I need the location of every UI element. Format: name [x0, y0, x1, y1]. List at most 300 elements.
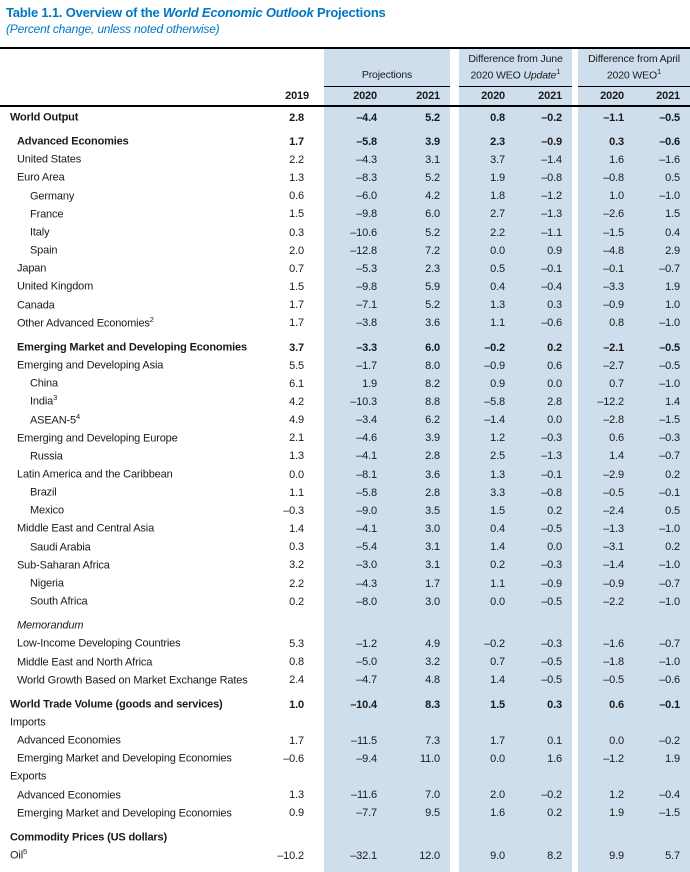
table-row — [0, 313, 690, 331]
value-proj-2021: 3.9 — [387, 125, 450, 149]
value-2019: 1.5 — [289, 281, 304, 294]
row-label-text: Italy — [30, 226, 50, 239]
value-2019: 1.7 — [289, 734, 304, 747]
row-label — [0, 803, 252, 821]
column-gap — [314, 785, 324, 803]
value-april-diff-2021: –0.5 — [634, 355, 690, 373]
column-gap — [314, 845, 324, 863]
value-april-diff-2021: –0.6 — [634, 670, 690, 688]
value-april-diff-2021: 0.2 — [634, 537, 690, 555]
year-header-row — [0, 86, 690, 106]
value-april-diff-2021 — [634, 609, 690, 633]
value-june-diff-2021: 0.0 — [515, 537, 572, 555]
table-row — [0, 748, 690, 766]
row-label — [0, 712, 252, 730]
value-proj-2020: –4.3 — [324, 573, 387, 591]
value-june-diff-2020: 1.3 — [459, 464, 515, 482]
value-2019: 1.7 — [289, 299, 304, 312]
column-group-header-row — [0, 48, 690, 86]
footnote-marker: 2 — [149, 314, 154, 324]
row-label-text: Commodity Prices (US dollars) — [10, 831, 168, 844]
value-april-diff-2021: –1.0 — [634, 313, 690, 331]
row-label — [0, 591, 252, 609]
value-april-diff-2020: –0.9 — [578, 295, 634, 313]
value-april-diff-2020: –0.5 — [578, 670, 634, 688]
value-june-diff-2020: 2.3 — [459, 125, 515, 149]
row-label-text: China — [30, 377, 58, 390]
group-gap — [314, 48, 324, 86]
row-label — [0, 149, 252, 167]
value-proj-2021: 7.0 — [387, 785, 450, 803]
column-gap — [314, 167, 324, 185]
column-gap — [450, 106, 459, 125]
value-2019: 1.7 — [289, 317, 304, 330]
value-april-diff-2021: –0.4 — [634, 785, 690, 803]
value-proj-2020: –8.1 — [324, 464, 387, 482]
value-april-diff-2020: 0.6 — [578, 688, 634, 712]
column-gap — [314, 464, 324, 482]
value-april-diff-2021: –0.7 — [634, 573, 690, 591]
value-april-diff-2020: 1.9 — [578, 803, 634, 821]
column-gap — [314, 748, 324, 766]
value-june-diff-2020: 0.0 — [459, 240, 515, 258]
value-2019: 2.8 — [289, 111, 304, 124]
column-gap — [314, 186, 324, 204]
row-label — [0, 500, 252, 518]
value-2019: 3.2 — [289, 559, 304, 572]
value-june-diff-2021: –1.4 — [515, 149, 572, 167]
row-label-text: World Growth Based on Market Exchange Rates — [17, 674, 248, 687]
row-label-text: Latin America and the Caribbean — [17, 468, 173, 481]
value-june-diff-2020: –0.2 — [459, 331, 515, 355]
value-june-diff-2021: 0.0 — [515, 410, 572, 428]
table-row — [0, 652, 690, 670]
value-proj-2020: –4.3 — [324, 149, 387, 167]
row-label-text: Spain — [30, 244, 58, 257]
value-2019: 0.6 — [289, 190, 304, 203]
value-2019: 2.2 — [289, 577, 304, 590]
table-row — [0, 186, 690, 204]
table-row — [0, 518, 690, 536]
column-gap — [450, 785, 459, 803]
value-proj-2021 — [387, 609, 450, 633]
value-june-diff-2021: –0.9 — [515, 125, 572, 149]
column-gap — [314, 373, 324, 391]
table-row — [0, 125, 690, 149]
value-june-diff-2021: –0.3 — [515, 428, 572, 446]
row-label — [0, 167, 252, 185]
value-proj-2020: –9.0 — [324, 500, 387, 518]
value-june-diff-2021: 1.6 — [515, 748, 572, 766]
column-gap — [450, 748, 459, 766]
column-gap — [450, 149, 459, 167]
value-proj-2021: 5.2 — [387, 106, 450, 125]
value-2019: 1.0 — [289, 698, 304, 711]
column-gap — [314, 446, 324, 464]
table-row — [0, 821, 690, 845]
value-april-diff-2021: –1.0 — [634, 373, 690, 391]
value-proj-2021: 3.1 — [387, 555, 450, 573]
value-proj-2020: –4.7 — [324, 670, 387, 688]
value-june-diff-2020: 1.7 — [459, 730, 515, 748]
column-group-projections — [324, 48, 450, 86]
value-june-diff-2021: –0.9 — [515, 573, 572, 591]
value-2019: 2.0 — [289, 244, 304, 257]
row-label-text: South Africa — [30, 595, 88, 608]
row-label — [0, 537, 252, 555]
value-june-diff-2020: 0.7 — [459, 652, 515, 670]
footnote-marker: 5 — [23, 847, 28, 857]
value-proj-2021: 3.5 — [387, 500, 450, 518]
value-proj-2020: –10.4 — [324, 688, 387, 712]
value-june-diff-2020: 0.0 — [459, 591, 515, 609]
year-header-empty — [0, 86, 252, 106]
value-proj-2021: 8.8 — [387, 391, 450, 409]
value-proj-2020: –7.7 — [324, 803, 387, 821]
row-label-text: Advanced Economies — [17, 789, 121, 802]
value-june-diff-2021: 0.6 — [515, 355, 572, 373]
table-row — [0, 167, 690, 185]
value-april-diff-2021: –1.6 — [634, 149, 690, 167]
value-june-diff-2021: –0.5 — [515, 591, 572, 609]
value-june-diff-2020: 0.2 — [459, 555, 515, 573]
row-label-text: Russia — [30, 450, 63, 463]
table-row — [0, 670, 690, 688]
value-june-diff-2021: –0.4 — [515, 276, 572, 294]
value-proj-2020: –7.1 — [324, 295, 387, 313]
value-proj-2020: –3.8 — [324, 313, 387, 331]
value-april-diff-2020: 1.2 — [578, 785, 634, 803]
row-label-text: Advanced Economies — [17, 135, 129, 148]
value-june-diff-2021: –0.8 — [515, 167, 572, 185]
row-label — [0, 373, 252, 391]
column-gap — [314, 730, 324, 748]
column-gap — [314, 106, 324, 125]
value-june-diff-2020: 1.3 — [459, 295, 515, 313]
row-label — [0, 482, 252, 500]
column-gap — [314, 125, 324, 149]
value-june-diff-2020 — [459, 766, 515, 784]
value-proj-2021: 5.2 — [387, 295, 450, 313]
row-label-text: Emerging Market and Developing Economies — [17, 341, 247, 354]
value-april-diff-2020: –2.1 — [578, 331, 634, 355]
value-june-diff-2021: –0.5 — [515, 652, 572, 670]
row-label — [0, 222, 252, 240]
value-april-diff-2021 — [634, 766, 690, 784]
column-group-april-diff — [578, 48, 690, 86]
value-proj-2020 — [324, 609, 387, 633]
value-proj-2021: 4.2 — [387, 186, 450, 204]
table-row — [0, 766, 690, 784]
spacer-cell — [0, 863, 252, 872]
row-label-text: Exports — [10, 771, 47, 784]
value-2019: 1.4 — [289, 523, 304, 536]
value-proj-2020: –8.0 — [324, 591, 387, 609]
value-proj-2020: –1.2 — [324, 633, 387, 651]
column-group-june-diff — [459, 48, 572, 86]
value-june-diff-2021: 0.0 — [515, 373, 572, 391]
value-june-diff-2020: –1.4 — [459, 410, 515, 428]
spacer-cell — [450, 863, 459, 872]
row-label-text: France — [30, 208, 64, 221]
value-proj-2021: 4.8 — [387, 670, 450, 688]
value-april-diff-2021: –0.2 — [634, 730, 690, 748]
column-gap — [450, 537, 459, 555]
column-gap — [314, 712, 324, 730]
value-2019 — [252, 766, 314, 784]
row-label — [0, 125, 252, 149]
value-proj-2020 — [324, 712, 387, 730]
table-row — [0, 373, 690, 391]
column-gap — [450, 821, 459, 845]
column-gap — [450, 688, 459, 712]
row-label-text: Other Advanced Economies — [17, 317, 150, 330]
column-gap — [450, 240, 459, 258]
column-gap — [450, 670, 459, 688]
value-april-diff-2020: –2.7 — [578, 355, 634, 373]
group-header-empty — [252, 48, 314, 86]
row-label-text: Japan — [17, 262, 47, 275]
group-label-line1: Difference from April — [588, 53, 680, 65]
column-gap — [314, 537, 324, 555]
row-label — [0, 670, 252, 688]
value-june-diff-2020 — [459, 609, 515, 633]
value-proj-2021: 8.0 — [387, 355, 450, 373]
value-april-diff-2020: –2.8 — [578, 410, 634, 428]
value-april-diff-2021: –0.5 — [634, 106, 690, 125]
value-june-diff-2020: 0.0 — [459, 748, 515, 766]
value-proj-2020: –10.3 — [324, 391, 387, 409]
value-june-diff-2021: 0.3 — [515, 295, 572, 313]
value-june-diff-2021 — [515, 766, 572, 784]
value-june-diff-2020: 0.9 — [459, 373, 515, 391]
value-april-diff-2021: –0.7 — [634, 258, 690, 276]
table-row — [0, 730, 690, 748]
group-header-empty — [0, 48, 252, 86]
value-proj-2021: 6.0 — [387, 204, 450, 222]
value-april-diff-2021: –1.0 — [634, 555, 690, 573]
row-label-text: United States — [17, 153, 82, 166]
value-april-diff-2020: 1.4 — [578, 446, 634, 464]
table-row — [0, 258, 690, 276]
column-gap — [314, 331, 324, 355]
row-label — [0, 688, 252, 712]
value-proj-2021 — [387, 821, 450, 845]
value-june-diff-2021: –0.6 — [515, 313, 572, 331]
value-2019: 1.3 — [289, 789, 304, 802]
footnote-marker: 1 — [556, 66, 561, 76]
table-row — [0, 785, 690, 803]
value-april-diff-2021: 2.9 — [634, 240, 690, 258]
value-april-diff-2020: 9.9 — [578, 845, 634, 863]
value-april-diff-2021: 1.9 — [634, 748, 690, 766]
value-2019 — [252, 712, 314, 730]
value-june-diff-2021: –0.5 — [515, 670, 572, 688]
column-gap — [450, 428, 459, 446]
value-2019 — [252, 821, 314, 845]
spacer-cell — [387, 863, 450, 872]
row-label-text: ASEAN-5 — [30, 414, 77, 427]
value-2019: –0.6 — [283, 752, 304, 765]
value-proj-2021: 3.6 — [387, 313, 450, 331]
value-june-diff-2020: 1.8 — [459, 186, 515, 204]
column-gap — [314, 688, 324, 712]
column-gap — [314, 633, 324, 651]
value-april-diff-2020: –1.4 — [578, 555, 634, 573]
value-april-diff-2021: 0.5 — [634, 167, 690, 185]
value-2019: 1.3 — [289, 172, 304, 185]
value-proj-2020: –5.3 — [324, 258, 387, 276]
value-april-diff-2020: 0.8 — [578, 313, 634, 331]
value-june-diff-2021: –0.8 — [515, 482, 572, 500]
value-june-diff-2020 — [459, 821, 515, 845]
value-proj-2021: 2.3 — [387, 258, 450, 276]
row-label — [0, 464, 252, 482]
value-june-diff-2020: 2.0 — [459, 785, 515, 803]
column-gap — [450, 313, 459, 331]
column-gap — [450, 355, 459, 373]
value-proj-2020: –4.1 — [324, 446, 387, 464]
row-label-text: Advanced Economies — [17, 734, 121, 747]
column-gap — [450, 500, 459, 518]
row-label — [0, 766, 252, 784]
value-proj-2020: –5.4 — [324, 537, 387, 555]
value-april-diff-2021: –1.5 — [634, 803, 690, 821]
spacer-cell — [578, 863, 634, 872]
row-label — [0, 730, 252, 748]
column-gap — [450, 573, 459, 591]
row-label-text: Emerging and Developing Asia — [17, 359, 164, 372]
value-april-diff-2021: –1.0 — [634, 186, 690, 204]
value-proj-2020: –3.4 — [324, 410, 387, 428]
value-proj-2021: 3.0 — [387, 518, 450, 536]
column-gap — [314, 149, 324, 167]
value-proj-2020: –8.3 — [324, 167, 387, 185]
column-gap — [450, 518, 459, 536]
footnote-marker: 3 — [53, 393, 58, 403]
footnote-marker: 1 — [657, 66, 662, 76]
column-gap — [314, 803, 324, 821]
value-april-diff-2021: –1.0 — [634, 591, 690, 609]
table-row — [0, 446, 690, 464]
value-june-diff-2020: 2.5 — [459, 446, 515, 464]
column-gap — [314, 766, 324, 784]
value-2019: 0.2 — [289, 595, 304, 608]
value-june-diff-2021 — [515, 712, 572, 730]
value-april-diff-2021: –0.7 — [634, 633, 690, 651]
row-label-text: Germany — [30, 190, 75, 203]
group-label-line2: 2020 WEO — [470, 69, 524, 81]
value-june-diff-2020: –5.8 — [459, 391, 515, 409]
row-label-text: Euro Area — [17, 172, 65, 185]
row-label-text: Middle East and North Africa — [17, 656, 153, 669]
value-june-diff-2020: 1.5 — [459, 688, 515, 712]
value-proj-2020: –4.4 — [324, 106, 387, 125]
column-gap — [314, 240, 324, 258]
value-june-diff-2021: –1.2 — [515, 186, 572, 204]
value-proj-2021: 6.2 — [387, 410, 450, 428]
value-june-diff-2021: 0.9 — [515, 240, 572, 258]
row-label — [0, 555, 252, 573]
column-gap — [450, 482, 459, 500]
row-label — [0, 748, 252, 766]
value-proj-2021: 3.2 — [387, 652, 450, 670]
table-row — [0, 204, 690, 222]
value-proj-2020: –5.8 — [324, 482, 387, 500]
table-row — [0, 410, 690, 428]
row-label-text: Mexico — [30, 504, 64, 517]
value-2019: 4.2 — [289, 396, 304, 408]
row-label — [0, 785, 252, 803]
table-row — [0, 633, 690, 651]
value-2019: 1.1 — [289, 486, 304, 499]
table-row — [0, 712, 690, 730]
value-june-diff-2020: 9.0 — [459, 845, 515, 863]
row-label-text: Canada — [17, 299, 55, 312]
value-april-diff-2021: –0.3 — [634, 428, 690, 446]
spacer-cell — [314, 863, 324, 872]
value-june-diff-2021: 0.3 — [515, 688, 572, 712]
value-april-diff-2020: –0.8 — [578, 167, 634, 185]
value-april-diff-2020: 1.0 — [578, 186, 634, 204]
value-proj-2021: 12.0 — [387, 845, 450, 863]
value-2019: 2.4 — [289, 674, 304, 687]
column-gap — [450, 446, 459, 464]
value-april-diff-2020 — [578, 609, 634, 633]
value-proj-2020: –5.0 — [324, 652, 387, 670]
row-label — [0, 391, 252, 409]
value-june-diff-2020: 0.5 — [459, 258, 515, 276]
row-label-text: United Kingdom — [17, 281, 94, 294]
value-april-diff-2021: –0.6 — [634, 125, 690, 149]
value-june-diff-2020: 1.1 — [459, 313, 515, 331]
row-label-text: Middle East and Central Asia — [17, 523, 155, 536]
value-proj-2021: 3.9 — [387, 428, 450, 446]
column-gap — [314, 821, 324, 845]
table-row — [0, 688, 690, 712]
column-gap — [450, 167, 459, 185]
value-proj-2020: –1.7 — [324, 355, 387, 373]
row-label — [0, 428, 252, 446]
column-gap — [450, 204, 459, 222]
value-april-diff-2021: –1.0 — [634, 518, 690, 536]
value-april-diff-2021 — [634, 821, 690, 845]
value-proj-2021: 3.1 — [387, 149, 450, 167]
row-label-text: Emerging and Developing Europe — [17, 432, 178, 445]
value-april-diff-2020: 0.0 — [578, 730, 634, 748]
value-proj-2020 — [324, 821, 387, 845]
value-2019: 0.3 — [289, 541, 304, 554]
value-2019: 0.3 — [289, 226, 304, 239]
value-2019 — [252, 609, 314, 633]
value-proj-2020: –9.8 — [324, 204, 387, 222]
column-gap — [314, 313, 324, 331]
value-proj-2020: –4.6 — [324, 428, 387, 446]
column-gap — [450, 591, 459, 609]
spacer-cell — [324, 863, 387, 872]
value-june-diff-2020: 3.3 — [459, 482, 515, 500]
value-proj-2021: 7.2 — [387, 240, 450, 258]
row-label — [0, 573, 252, 591]
value-proj-2020: –6.0 — [324, 186, 387, 204]
value-2019: 1.3 — [289, 450, 304, 463]
value-april-diff-2020: –1.5 — [578, 222, 634, 240]
table-row — [0, 609, 690, 633]
row-label-text: Emerging Market and Developing Economies — [17, 807, 232, 820]
table-row — [0, 464, 690, 482]
value-june-diff-2021: –0.2 — [515, 106, 572, 125]
table-row — [0, 555, 690, 573]
